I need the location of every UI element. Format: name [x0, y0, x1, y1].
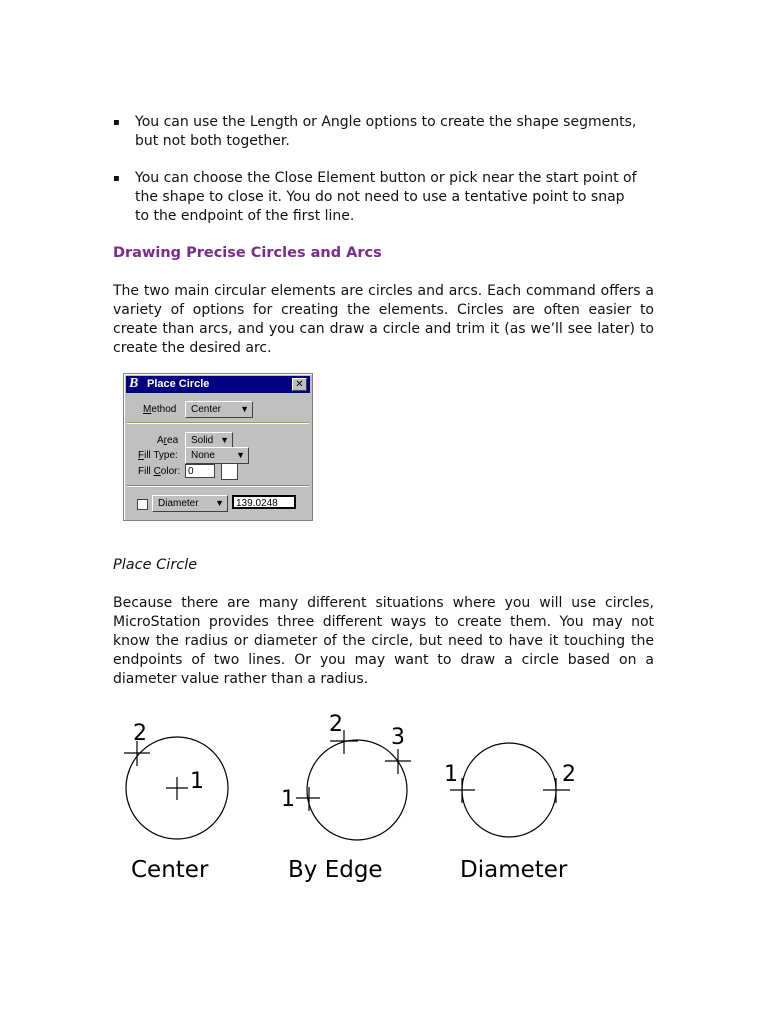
area-value: Solid [191, 435, 214, 446]
by-edge-point3-label: 3 [391, 725, 405, 750]
diameter-input[interactable]: 139.0248 [232, 495, 296, 509]
dialog-title: Place Circle [147, 378, 210, 390]
center-caption: Center [131, 857, 209, 883]
divider [127, 422, 309, 424]
by-edge-point1-label: 1 [281, 787, 295, 812]
center-point1-label: 1 [190, 769, 204, 794]
chevron-down-icon: ▼ [240, 404, 249, 414]
diameter-point1-label: 1 [444, 762, 458, 787]
paragraph-intro: The two main circular elements are circles and arcs. Each command offers a variety of options for creating the elements. Circles are often easier to create than arcs, and you can draw a circle and trim it (as we’ll see later) to create the desired arc. [113, 283, 654, 356]
area-label-accel: r [163, 435, 168, 446]
diameter-caption: Diameter [460, 857, 568, 883]
method-select[interactable] [185, 401, 253, 418]
radius-mode-select[interactable] [152, 495, 228, 512]
section-heading: Drawing Precise Circles and Arcs [113, 245, 382, 261]
fill-type-label [138, 450, 178, 461]
bullet-mark: ▪ [113, 117, 120, 128]
bullet-item [113, 113, 643, 151]
bullet-text: You can use the Length or Angle options to create the shape segments, but not both together. [135, 114, 637, 149]
center-point2-label: 2 [133, 721, 147, 746]
by-edge-point2-label: 2 [329, 712, 343, 737]
chevron-down-icon: ▼ [215, 498, 224, 508]
fill-color-label-accel: C [153, 466, 161, 477]
fill-color-label [138, 466, 180, 477]
fill-type-select[interactable] [185, 447, 249, 464]
subheading-place-circle: Place Circle [113, 557, 198, 573]
fill-type-value: None [191, 450, 215, 461]
bentley-logo-icon: B [129, 376, 139, 391]
close-icon[interactable]: ✕ [292, 378, 307, 391]
diameter-point2-label: 2 [562, 762, 576, 787]
method-label-accel: M [143, 404, 152, 415]
bullet-mark: ▪ [113, 173, 120, 184]
chevron-down-icon: ▼ [236, 450, 245, 460]
radius-mode-value: Diameter [158, 498, 199, 509]
bullet-text: You can choose the Close Element button or pick near the start point of the shape to close it. You do not need to use a tentative point to snap to the endpoint of the first line. [135, 170, 637, 224]
method-value: Center [191, 404, 222, 415]
method-label [143, 404, 176, 415]
chevron-down-icon: ▼ [220, 435, 229, 445]
fill-color-swatch[interactable] [221, 463, 238, 480]
by-edge-caption: By Edge [288, 857, 383, 883]
fill-type-label-accel: F [138, 450, 145, 461]
method-label-text: ethod [151, 404, 177, 415]
bullet-item [113, 169, 643, 226]
area-label-text: ea [167, 435, 179, 446]
diameter-circle [462, 743, 556, 837]
fill-color-input[interactable]: 0 [185, 464, 215, 478]
dialog-titlebar[interactable] [126, 376, 310, 393]
divider [127, 485, 309, 487]
diameter-checkbox[interactable] [137, 499, 148, 510]
fill-color-label-text: olor: [160, 466, 181, 477]
fill-type-label-text: ill Type: [144, 450, 178, 461]
paragraph-place-circle: Because there are many different situations where you will use circles, MicroStation provides three different ways to create them. You may not know the radius or diameter of the circle, but need to have it touching the endpoints of two lines. Or you may want to draw a circle based on a diameter value rather than a radius. [113, 595, 654, 687]
fill-color-label-pre: Fill [138, 466, 154, 477]
by-edge-circle [307, 740, 407, 840]
area-label [157, 435, 178, 446]
area-label-pre: A [157, 435, 164, 446]
place-circle-dialog [123, 373, 313, 521]
circle-methods-figure [0, 700, 768, 900]
